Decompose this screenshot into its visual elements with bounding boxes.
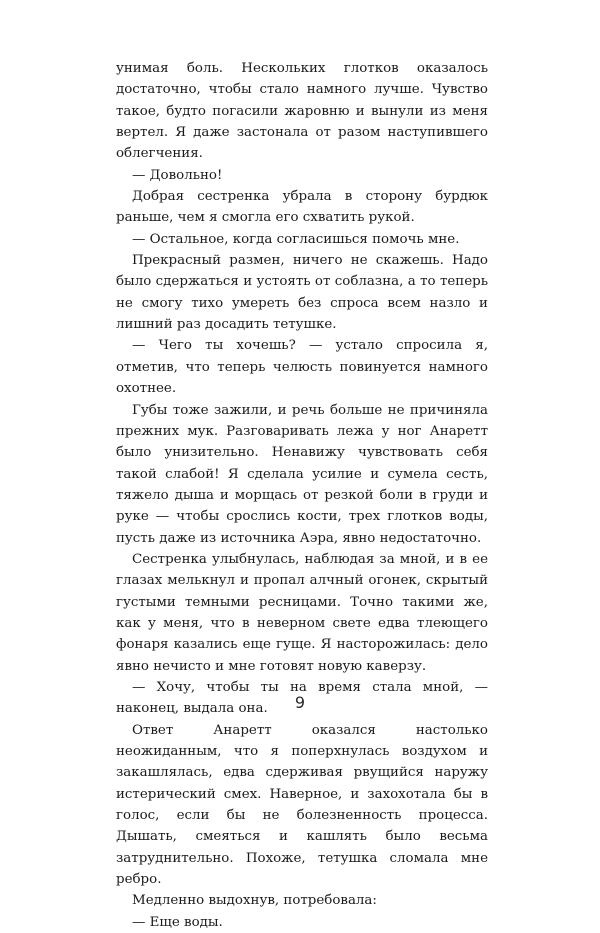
paragraph: Медленно выдохнув, потребовала: <box>132 893 377 909</box>
page-number: 9 <box>294 693 306 712</box>
paragraph: — Чего ты хочешь? — устало спросила я, отметив, что теперь челюсть повинуется намного охотнее. <box>116 338 488 397</box>
paragraph: унимая боль. Нескольких глотков оказалось достаточно, чтобы стало намного лучше. Чувство такое, будто погасили жаровню и вынули из меня вертел. Я даже застонала от разом наступившего облегчения. <box>116 61 488 162</box>
paragraph: Губы тоже зажили, и речь больше не причиняла прежних мук. Разговаривать лежа у ног Анаретт было унизительно. Ненавижу чувствовать себя такой слабой! Я сделала усилие и сумела сесть, тяжело дыша и морщась от резкой боли в груди и руке — чтобы срослись кости, трех глотков воды, пусть даже из источника Аэра, явно недостаточно. <box>116 402 488 546</box>
paragraph: Ответ Анаретт оказался настолько неожиданным, что я поперхнулась воздухом и закашлялась, едва сдерживая рвущийся наружу истерический смех. Наверное, и захохотала бы в голос, если бы не болезненность процесса. Дышать, смеяться и кашлять было весьма затруднительно. Похоже, тетушка сломала мне ребро. <box>116 722 488 888</box>
paragraph: Сестренка улыбнулась, наблюдая за мной, и в ее глазах мелькнул и пропал алчный огонек, скрытый густыми темными ресницами. Точно такими же, как у меня, что в неверном свете едва тлеющего фонаря казались еще гуще. Я насторожилась: дело явно нечисто и мне готовят новую каверзу. <box>116 551 488 674</box>
body-text <box>116 58 488 933</box>
paragraph: Прекрасный размен, ничего не скажешь. Надо было сдержаться и устоять от соблазна, а то теперь не смогу тихо умереть без спроса всем назло и лишний раз досадить тетушке. <box>116 253 488 333</box>
paragraph: — Остальное, когда согласишься помочь мне. <box>132 231 460 247</box>
paragraph: — Хочу, чтобы ты на время стала мной, — наконец, выдала она. <box>116 679 488 717</box>
paragraph: Добрая сестренка убрала в сторону бурдюк раньше, чем я смогла его схватить рукой. <box>116 189 488 226</box>
paragraph: — Довольно! <box>132 167 223 183</box>
paragraph: — Еще воды. <box>132 914 223 930</box>
